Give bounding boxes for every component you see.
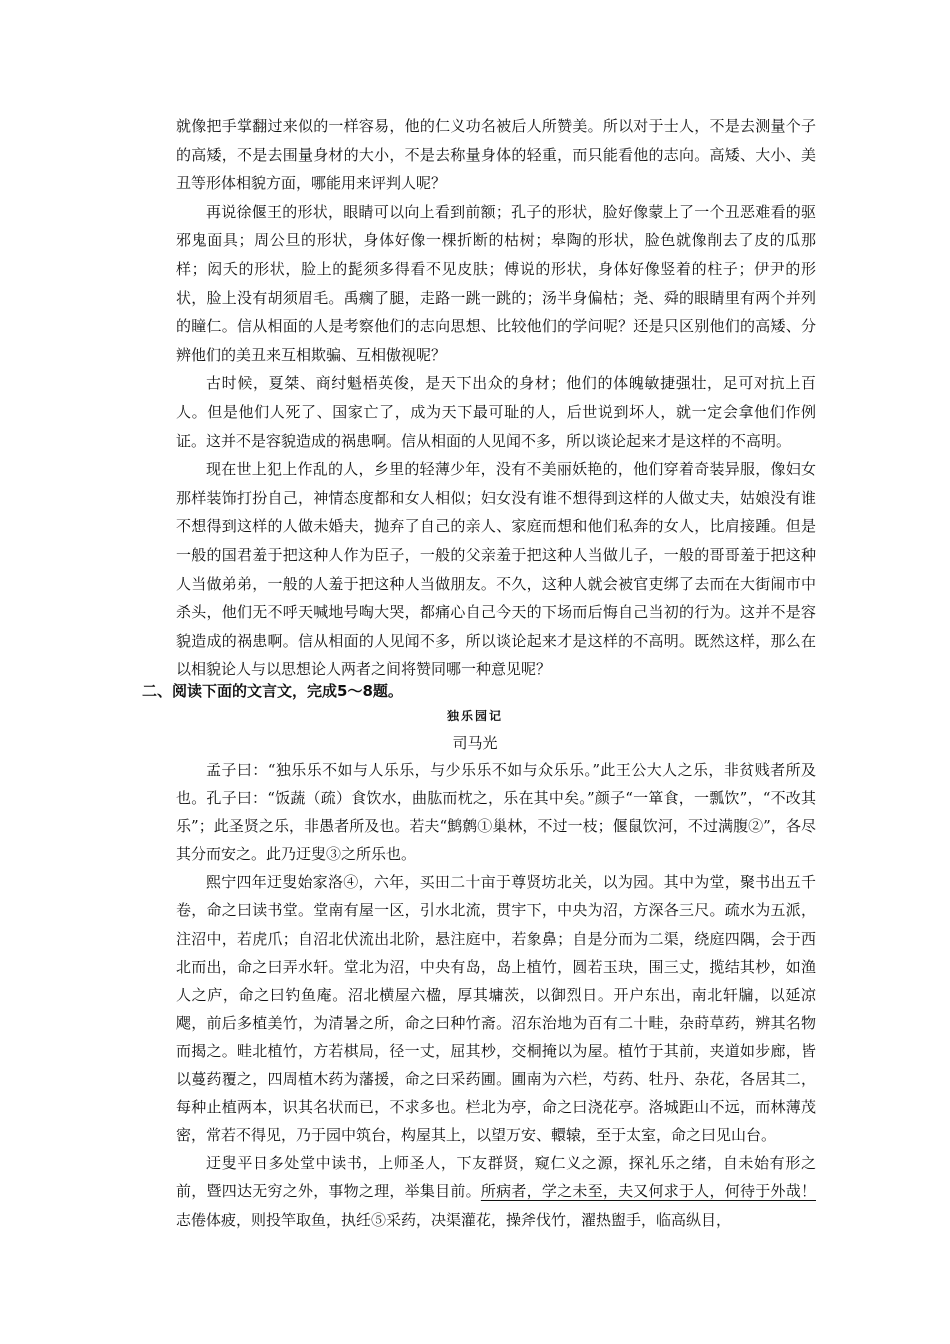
translation-passage [176, 112, 816, 684]
paragraph [176, 1149, 816, 1233]
paragraph: 就像把手掌翻过来似的一样容易，他的仁义功名被后人所赞美。所以对于士人，不是去测量个子的高矮，不是去围量身材的大小，不是去称量身体的轻重，而只能看他的志向。高矮、大小、美丑等形体相貌方面，哪能用来评判人呢？ [176, 117, 816, 193]
essay-title: 独乐园记 [446, 709, 503, 723]
underlined-sentence: 所病者，学之未至，夫又何求于人，何待于外哉！ [480, 1182, 816, 1201]
section-heading: 二、阅读下面的文言文，完成5～8题。 [142, 682, 403, 700]
paragraph: 现在世上犯上作乱的人，乡里的轻薄少年，没有不美丽妖艳的，他们穿着奇装异服，像妇女那样装饰打扮自己，神情态度都和女人相似；妇女没有谁不想得到这样的人做丈夫，姑娘没有谁不想得到这样的人做未婚夫，抛弃了自己的亲人、家庭而想和他们私奔的女人，比肩接踵。但是一般的国君羞于把这种人作为臣子，一般的父亲羞于把这种人当做儿子，一般的哥哥羞于把这种人当做弟弟，一般的人羞于把这种人当做朋友。不久，这种人就会被官吏绑了去而在大街闹市中杀头，他们无不呼天喊地号啕大哭，都痛心自己今天的下场而后悔自己当初的行为。这并不是容貌造成的祸患啊。信从相面的人见闻不多，所以谈论起来才是这样的不高明。既然这样，那么在以相貌论人与以思想论人两者之间将赞同哪一种意见呢？ [176, 460, 816, 679]
classical-text [176, 756, 816, 1234]
paragraph: 孟子曰：“独乐乐不如与人乐乐，与少乐乐不如与众乐乐。”此王公大人之乐，非贫贱者所及也。孔子曰：“饭蔬（疏）食饮水，曲肱而枕之，乐在其中矣。”颜子“一箪食，一瓢饮”，“不改其乐”；此圣贤之乐，非愚者所及也。若夫“鹪鹩①巢林，不过一枝；偃鼠饮河，不过满腹②”，各尽其分而安之。此乃迂叟③之所乐也。 [176, 761, 816, 864]
paragraph-tail: 志倦体疲，则投竿取鱼，执纴⑤采药，决渠灌花，操斧伐竹，濯热盥手，临高纵目， [176, 1210, 732, 1229]
paragraph: 熙宁四年迂叟始家洛④，六年，买田二十亩于尊贤坊北关，以为园。其中为堂，聚书出五千卷，命之曰读书堂。堂南有屋一区，引水北流，贯宇下，中央为沼，方深各三尺。疏水为五派，注沼中，若虎爪；自沼北伏流出北阶，悬注庭中，若象鼻；自是分而为二渠，绕庭四隅，会于西北而出，命之曰弄水轩。堂北为沼，中央有岛，岛上植竹，圆若玉玦，围三丈，揽结其杪，如渔人之庐，命之曰钓鱼庵。沼北横屋六楹，厚其墉茨，以御烈日。开户东出，南北轩牖，以延凉飔，前后多植美竹，为清暑之所，命之曰种竹斋。沼东治地为百有二十畦，杂莳草药，辨其名物而揭之。畦北植竹，方若棋局，径一丈，屈其杪，交桐掩以为屋。植竹于其前，夹道如步廊，皆以蔓药覆之，四周植木药为藩援，命之曰采药圃。圃南为六栏，芍药、牡丹、杂花，各居其二，每种止植两本，识其名状而已，不求多也。栏北为亭，命之曰浇花亭。洛城距山不远，而林薄茂密，常若不得见，乃于园中筑台，构屋其上，以望万安、轘辕，至于太室，命之曰见山台。 [176, 873, 816, 1145]
paragraph: 古时候，夏桀、商纣魁梧英俊，是天下出众的身材；他们的体魄敏捷强壮，足可对抗上百人。但是他们人死了、国家亡了，成为天下最可耻的人，后世说到坏人，就一定会拿他们作例证。这并不是容貌造成的祸患啊。信从相面的人见闻不多，所以谈论起来才是这样的不高明。 [176, 374, 816, 450]
paragraph-lead: 迂叟平日多处堂中读书，上师圣人，下友群贤，窥仁义之源，探礼乐之绪，自未始有形之前，暨四达无穷之外，事物之理，举集目前。 [176, 1154, 816, 1201]
essay-author: 司马光 [452, 734, 498, 752]
paragraph: 再说徐偃王的形状，眼睛可以向上看到前额；孔子的形状，脸好像蒙上了一个丑恶难看的驱邪鬼面具；周公旦的形状，身体好像一棵折断的枯树；皋陶的形状，脸色就像削去了皮的瓜那样；闳夭的形状，脸上的髭须多得看不见皮肤；傅说的形状，身体好像竖着的柱子；伊尹的形状，脸上没有胡须眉毛。禹瘸了腿，走路一跳一跳的；汤半身偏枯；尧、舜的眼睛里有两个并列的瞳仁。信从相面的人是考察他们的志向思想、比较他们的学问呢？还是只区别他们的高矮、分辨他们的美丑来互相欺骗、互相傲视呢？ [176, 202, 816, 364]
